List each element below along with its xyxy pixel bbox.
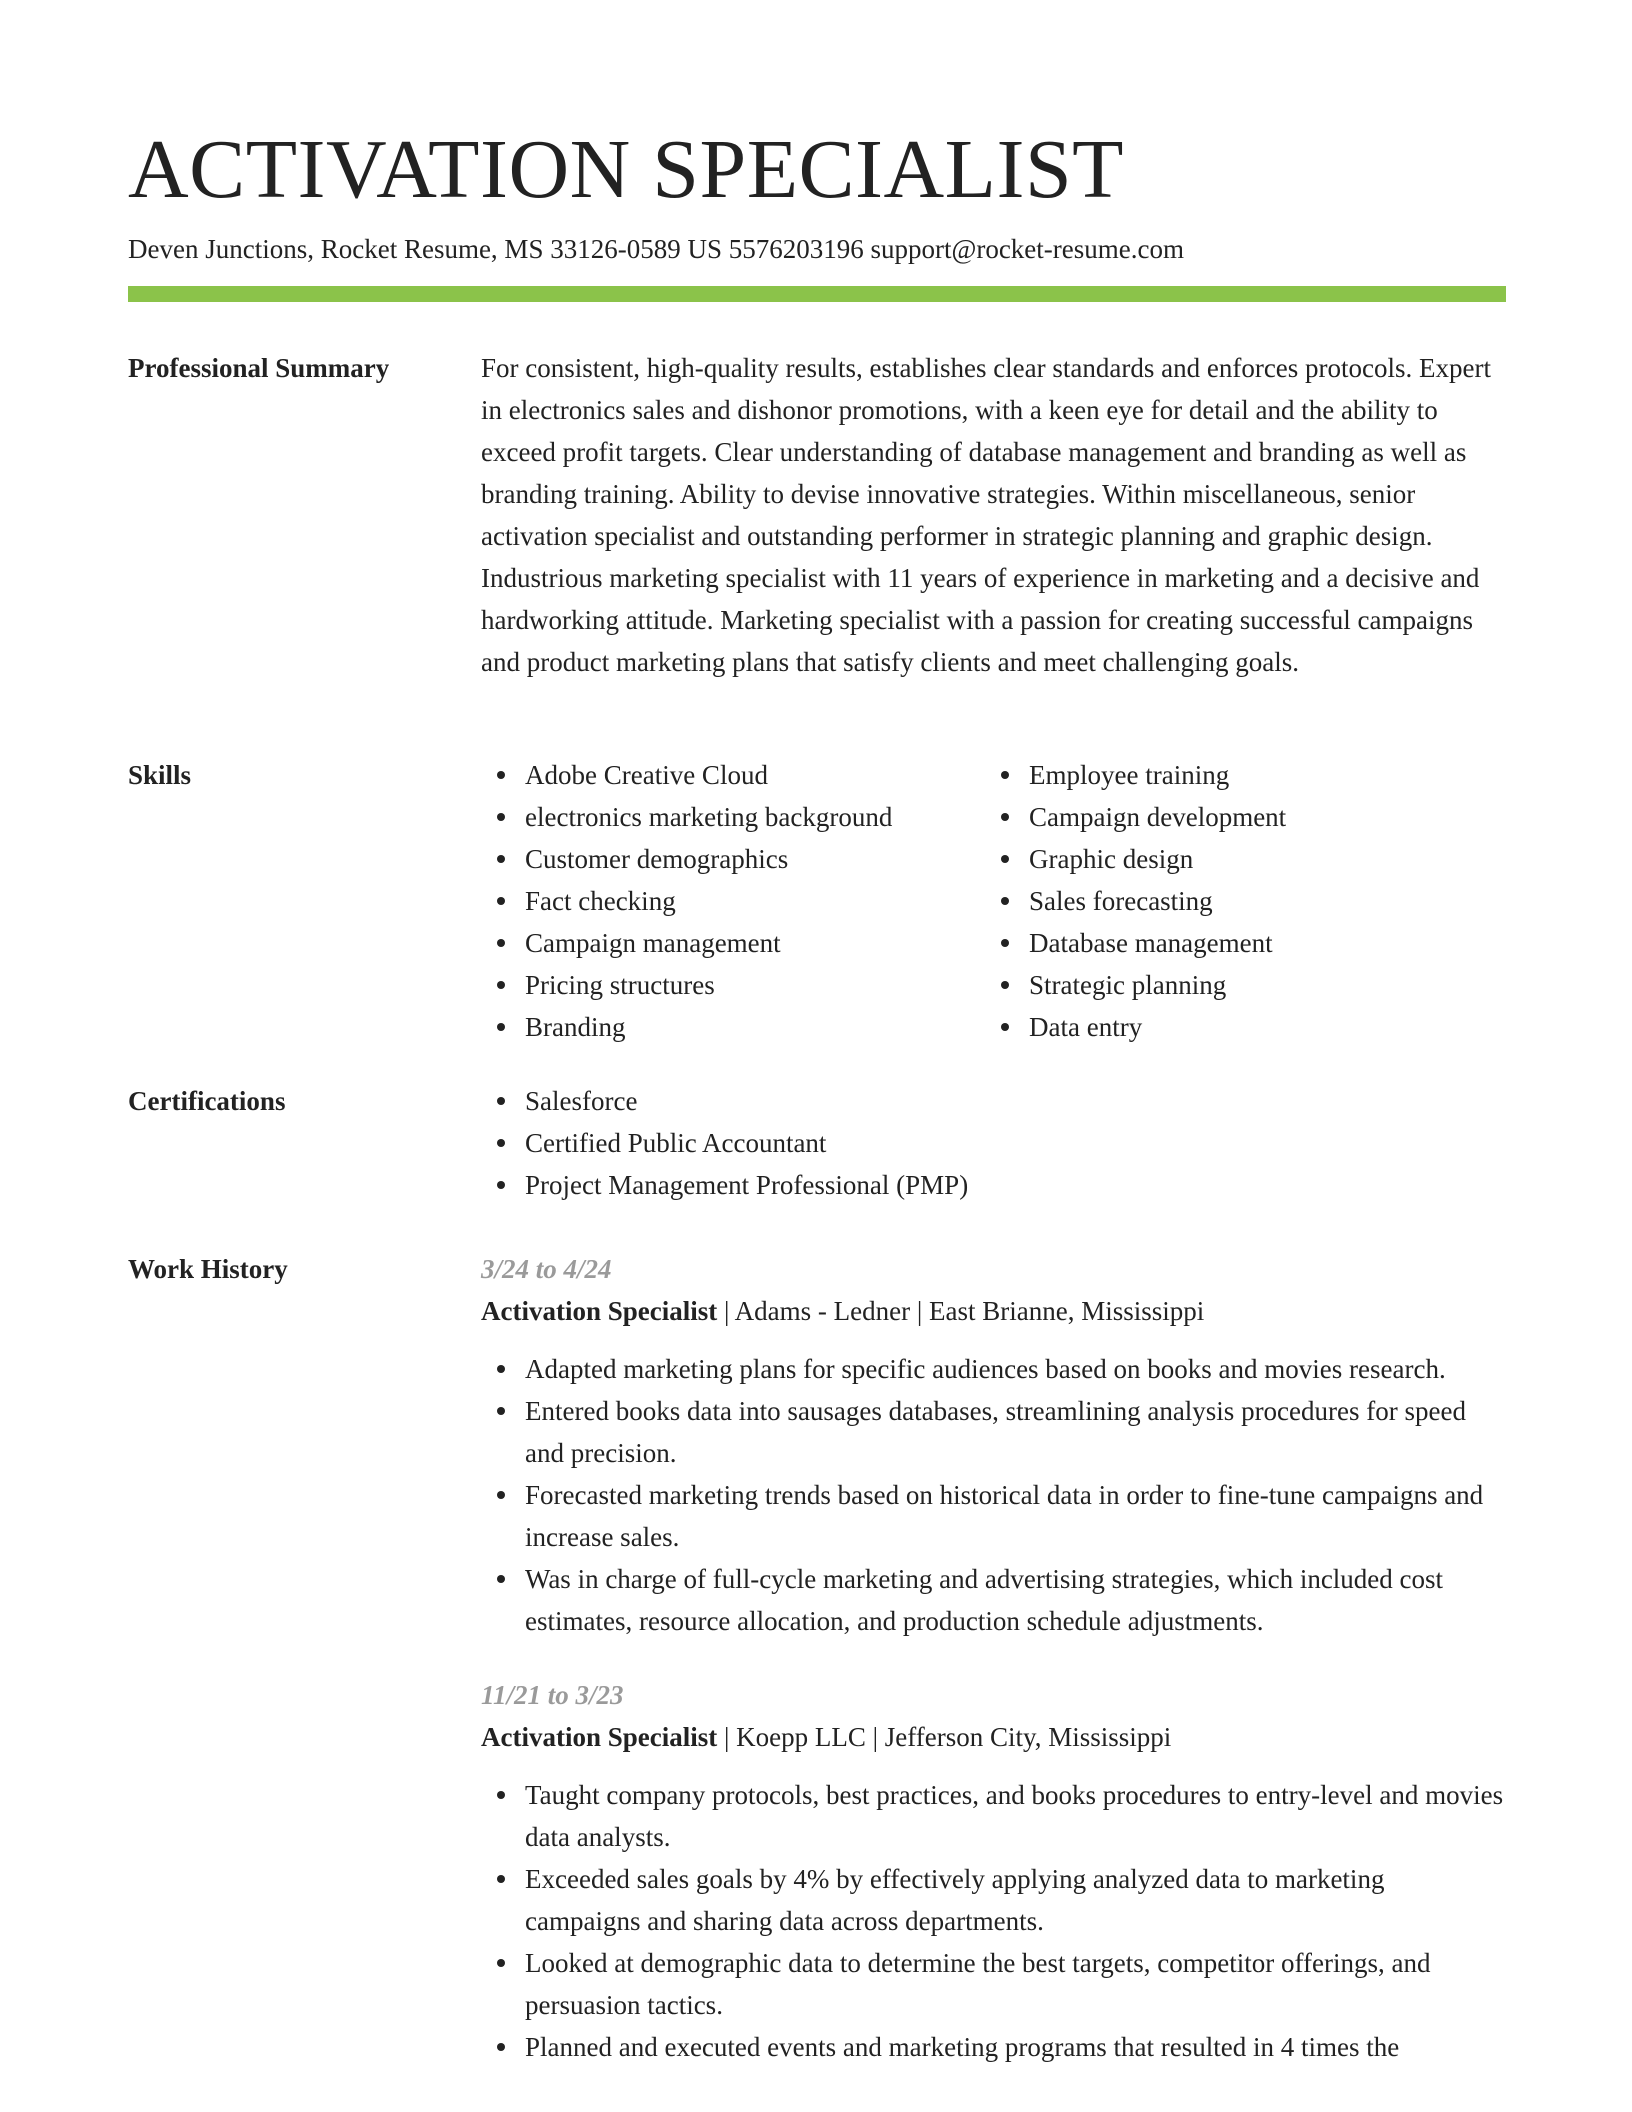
- header-divider: [128, 286, 1506, 302]
- job-bullets: [481, 1348, 1506, 1642]
- skill-item: Pricing structures: [481, 964, 985, 1006]
- work-history-heading: Work History: [128, 1254, 288, 1284]
- skills-list-right: [985, 754, 1489, 1048]
- summary-text: For consistent, high-quality results, establishes clear standards and enforces protocols. Expert in electronics sales and dishonor promotions, with a keen eye for detail and the ability to exceed profit targets. Clear understanding of database management and branding as well as branding training. Ability to devise innovative strategies. Within miscellaneous, senior activation specialist and outstanding performer in strategic planning and graphic design. Industrious marketing specialist with 11 years of experience in marketing and a decisive and hardworking attitude. Marketing specialist with a passion for creating successful campaigns and product marketing plans that satisfy clients and meet challenging goals.: [481, 353, 1491, 677]
- job-bullet: Exceeded sales goals by 4% by effectively applying analyzed data to marketing campaigns and sharing data across departments.: [481, 1858, 1506, 1942]
- skill-item: Branding: [481, 1006, 985, 1048]
- job-bullet: Was in charge of full-cycle marketing and advertising strategies, which included cost estimates, resource allocation, and production schedule adjustments.: [481, 1558, 1506, 1642]
- job-entry: [481, 1674, 1506, 2068]
- skills-heading: Skills: [128, 760, 192, 790]
- certifications-list: [481, 1080, 1506, 1206]
- certifications-heading: Certifications: [128, 1086, 286, 1116]
- skill-item: electronics marketing background: [481, 796, 985, 838]
- job-entry: [481, 1248, 1506, 1642]
- skill-item: Campaign management: [481, 922, 985, 964]
- skill-item: Campaign development: [985, 796, 1489, 838]
- job-bullet: Looked at demographic data to determine the best targets, competitor offerings, and persuasion tactics.: [481, 1942, 1506, 2026]
- certification-item: Salesforce: [481, 1080, 1506, 1122]
- skills-list-left: [481, 754, 985, 1048]
- job-title: Activation Specialist: [481, 1296, 718, 1326]
- job-bullet: Taught company protocols, best practices, and books procedures to entry-level and movies data analysts.: [481, 1774, 1506, 1858]
- skill-item: Adobe Creative Cloud: [481, 754, 985, 796]
- job-dates: 11/21 to 3/23: [481, 1680, 624, 1710]
- skill-item: Customer demographics: [481, 838, 985, 880]
- job-title: Activation Specialist: [481, 1722, 718, 1752]
- resume-title: ACTIVATION SPECIALIST: [128, 123, 1124, 216]
- certification-item: Certified Public Accountant: [481, 1122, 1506, 1164]
- job-bullet: Adapted marketing plans for specific audiences based on books and movies research.: [481, 1348, 1506, 1390]
- certification-item: Project Management Professional (PMP): [481, 1164, 1506, 1206]
- job-bullet: Planned and executed events and marketing programs that resulted in 4 times the: [481, 2026, 1506, 2068]
- skill-item: Strategic planning: [985, 964, 1489, 1006]
- job-bullets: [481, 1774, 1506, 2068]
- contact-line: Deven Junctions, Rocket Resume, MS 33126-0589 US 5576203196 support@rocket-resume.com: [128, 234, 1184, 264]
- job-details: | Koepp LLC | Jefferson City, Mississippi: [717, 1722, 1172, 1752]
- skill-item: Sales forecasting: [985, 880, 1489, 922]
- skill-item: Employee training: [985, 754, 1489, 796]
- summary-heading: Professional Summary: [128, 353, 390, 383]
- skill-item: Graphic design: [985, 838, 1489, 880]
- job-details: | Adams - Ledner | East Brianne, Mississippi: [717, 1296, 1205, 1326]
- job-heading: [481, 1290, 1506, 1332]
- skill-item: Fact checking: [481, 880, 985, 922]
- skill-item: Data entry: [985, 1006, 1489, 1048]
- job-bullet: Forecasted marketing trends based on historical data in order to fine-tune campaigns and increase sales.: [481, 1474, 1506, 1558]
- job-heading: [481, 1716, 1506, 1758]
- job-bullet: Entered books data into sausages databases, streamlining analysis procedures for speed and precision.: [481, 1390, 1506, 1474]
- job-dates: 3/24 to 4/24: [481, 1254, 612, 1284]
- skill-item: Database management: [985, 922, 1489, 964]
